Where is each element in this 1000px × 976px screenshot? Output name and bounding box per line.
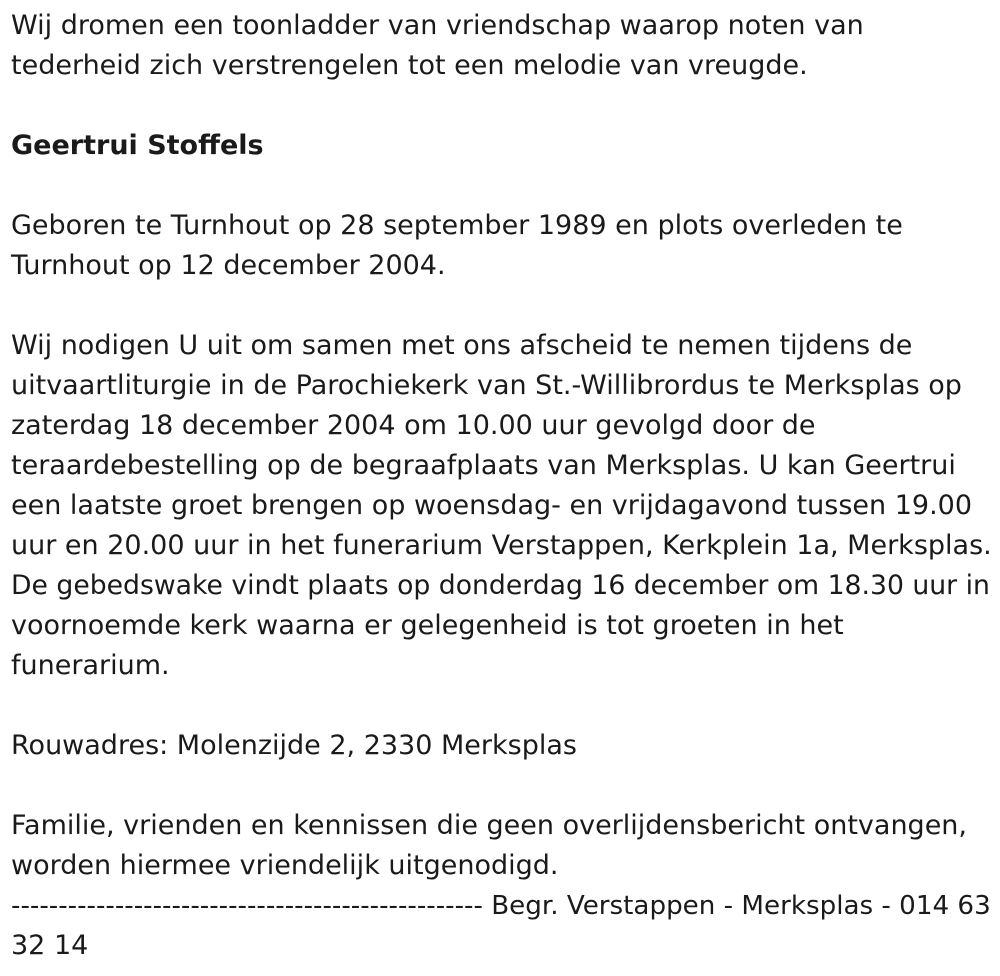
family-note-line: worden hiermee vriendelijk uitgenodigd.	[11, 850, 559, 881]
invitation-paragraph	[11, 326, 996, 686]
paragraph-spacer	[11, 686, 996, 726]
motto-paragraph	[11, 6, 996, 86]
invitation-line: een laatste groet brengen op woensdag- en vrijdagavond tussen 19.00	[11, 490, 973, 521]
family-note-line: Familie, vrienden en kennissen die geen overlijdensbericht ontvangen,	[11, 810, 967, 841]
invitation-line: zaterdag 18 december 2004 om 10.00 uur gevolgd door de	[11, 410, 816, 441]
invitation-line: Wij nodigen U uit om samen met ons afscheid te nemen tijdens de	[11, 330, 913, 361]
invitation-line: uitvaartliturgie in de Parochiekerk van St.-Willibrordus te Merksplas op	[11, 370, 962, 401]
motto-line: Wij dromen een toonladder van vriendschap waarop noten van	[11, 10, 864, 41]
motto-line: tederheid zich verstrengelen tot een melodie van vreugde.	[11, 50, 808, 81]
footer-line: 32 14	[11, 930, 89, 961]
mourning-address: Rouwadres: Molenzijde 2, 2330 Merksplas	[11, 730, 577, 761]
paragraph-spacer	[11, 86, 996, 126]
obituary-document	[11, 6, 996, 966]
paragraph-spacer	[11, 166, 996, 206]
birth-death-line: Geboren te Turnhout op 28 september 1989 en plots overleden te	[11, 210, 903, 241]
invitation-line: funerarium.	[11, 650, 170, 681]
deceased-name: Geertrui Stoffels	[11, 130, 264, 161]
invitation-line: teraardebestelling op de begraafplaats van Merksplas. U kan Geertrui	[11, 450, 956, 481]
paragraph-spacer	[11, 766, 996, 806]
birth-death-paragraph	[11, 206, 996, 286]
footer-line: -------------------------------------------------- Begr. Verstappen - Merksplas - 014 63	[11, 891, 991, 921]
invitation-line: voornoemde kerk waarna er gelegenheid is tot groeten in het	[11, 610, 844, 641]
invitation-line: De gebedswake vindt plaats op donderdag 16 december om 18.30 uur in	[11, 570, 990, 601]
birth-death-line: Turnhout op 12 december 2004.	[11, 250, 446, 281]
paragraph-spacer	[11, 286, 996, 326]
footer-paragraph	[11, 886, 996, 966]
family-note-paragraph	[11, 806, 996, 886]
invitation-line: uur en 20.00 uur in het funerarium Verstappen, Kerkplein 1a, Merksplas.	[11, 530, 992, 561]
